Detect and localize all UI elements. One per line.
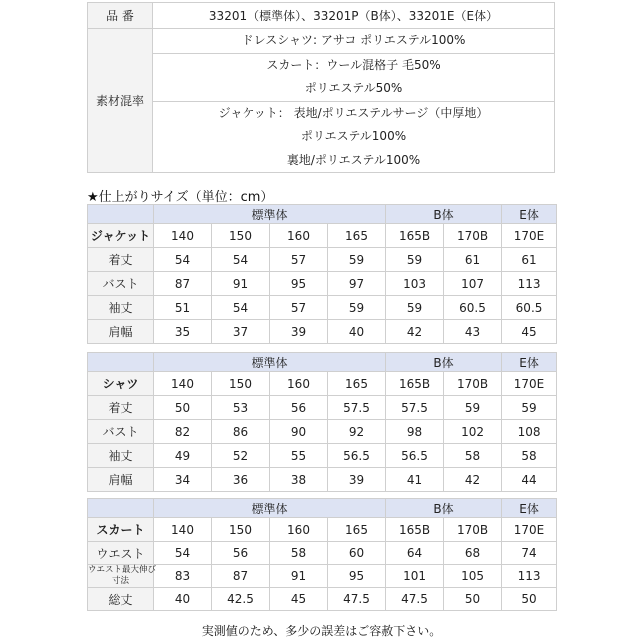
size-header: 140 [154, 518, 212, 542]
cell: 42 [386, 320, 444, 344]
cell: 59 [386, 248, 444, 272]
group-header-e: E体 [502, 499, 557, 518]
cell: 54 [212, 248, 270, 272]
size-header: 165B [386, 372, 444, 396]
table-row [88, 444, 557, 468]
table-row [88, 565, 557, 588]
cell: 45 [270, 588, 328, 611]
cell: 103 [386, 272, 444, 296]
cell: 57.5 [328, 396, 386, 420]
size-header: 170B [444, 372, 502, 396]
cell: 40 [154, 588, 212, 611]
cell: 58 [444, 444, 502, 468]
cell: 54 [212, 296, 270, 320]
cell: 56 [270, 396, 328, 420]
cell: 87 [212, 565, 270, 588]
cell: 42 [444, 468, 502, 492]
shirt-size-table [87, 352, 557, 492]
cell: 37 [212, 320, 270, 344]
cell: 52 [212, 444, 270, 468]
table-row [88, 296, 557, 320]
cell: 56.5 [386, 444, 444, 468]
cell: 50 [502, 588, 557, 611]
part-number-label: 品 番 [88, 3, 153, 29]
cell: 61 [444, 248, 502, 272]
cell: 59 [328, 248, 386, 272]
size-header: 150 [212, 372, 270, 396]
cell: 54 [154, 248, 212, 272]
cell: 105 [444, 565, 502, 588]
skirt-size-table [87, 498, 557, 611]
group-header-b: B体 [386, 499, 502, 518]
table-row [88, 542, 557, 565]
size-header: 160 [270, 518, 328, 542]
row-label: 袖丈 [88, 296, 154, 320]
cell: 59 [502, 396, 557, 420]
group-header-standard: 標準体 [154, 353, 386, 372]
cell: 38 [270, 468, 328, 492]
row-label: 肩幅 [88, 468, 154, 492]
cell: 40 [328, 320, 386, 344]
table-row [88, 320, 557, 344]
cell: 97 [328, 272, 386, 296]
jacket-size-table [87, 204, 557, 344]
cell: 98 [386, 420, 444, 444]
cell: 49 [154, 444, 212, 468]
cell: 59 [386, 296, 444, 320]
size-header: 170E [502, 518, 557, 542]
cell: 108 [502, 420, 557, 444]
cell: 74 [502, 542, 557, 565]
cell: 56 [212, 542, 270, 565]
cell: 59 [328, 296, 386, 320]
cell: 86 [212, 420, 270, 444]
cell: 58 [270, 542, 328, 565]
cell: 60.5 [502, 296, 557, 320]
size-header: 170E [502, 224, 557, 248]
group-header-standard: 標準体 [154, 499, 386, 518]
size-header: 165 [328, 372, 386, 396]
table-row [88, 468, 557, 492]
cell: 35 [154, 320, 212, 344]
group-header-blank [88, 205, 154, 224]
row-label: ウエスト [88, 542, 154, 565]
size-header: 165B [386, 224, 444, 248]
size-header: 170B [444, 224, 502, 248]
part-number-value: 33201（標準体）、33201P（B体）、33201E（E体） [153, 3, 555, 29]
cell: 54 [154, 542, 212, 565]
material-skirt: スカート：ウール混格子 毛50% ポリエステル50% [153, 53, 555, 101]
cell: 34 [154, 468, 212, 492]
row-label: 着丈 [88, 248, 154, 272]
cell: 60.5 [444, 296, 502, 320]
cell: 60 [328, 542, 386, 565]
cell: 113 [502, 565, 557, 588]
size-header: 170E [502, 372, 557, 396]
cell: 56.5 [328, 444, 386, 468]
cell: 83 [154, 565, 212, 588]
group-header-b: B体 [386, 353, 502, 372]
table-row [88, 272, 557, 296]
cell: 90 [270, 420, 328, 444]
cell: 57 [270, 248, 328, 272]
size-header: 170B [444, 518, 502, 542]
group-header-e: E体 [502, 205, 557, 224]
table-row [88, 588, 557, 611]
size-header: 140 [154, 224, 212, 248]
size-header: 165B [386, 518, 444, 542]
table-title: ジャケット [88, 224, 154, 248]
group-header-e: E体 [502, 353, 557, 372]
cell: 68 [444, 542, 502, 565]
material-shirt: ドレスシャツ: アサコ ポリエステル100% [153, 29, 555, 54]
product-info-table [87, 2, 555, 173]
table-row [88, 420, 557, 444]
cell: 43 [444, 320, 502, 344]
size-header: 150 [212, 224, 270, 248]
material-jacket: ジャケット： 表地/ポリエステルサージ（中厚地） ポリエステル100% 裏地/ポリエステル100% [153, 101, 555, 173]
row-label: ウエスト最大伸び 寸法 [88, 565, 157, 586]
cell: 57.5 [386, 396, 444, 420]
group-header-blank [88, 353, 154, 372]
size-header: 140 [154, 372, 212, 396]
size-header: 150 [212, 518, 270, 542]
cell: 95 [270, 272, 328, 296]
size-header: 160 [270, 372, 328, 396]
row-label: 袖丈 [88, 444, 154, 468]
cell: 55 [270, 444, 328, 468]
cell: 53 [212, 396, 270, 420]
size-header: 165 [328, 518, 386, 542]
row-label: 着丈 [88, 396, 154, 420]
cell: 50 [154, 396, 212, 420]
cell: 64 [386, 542, 444, 565]
cell: 91 [270, 565, 328, 588]
cell: 41 [386, 468, 444, 492]
row-label: 総丈 [88, 588, 154, 611]
cell: 50 [444, 588, 502, 611]
cell: 44 [502, 468, 557, 492]
row-label: バスト [88, 272, 154, 296]
table-title: スカート [88, 518, 154, 542]
cell: 91 [212, 272, 270, 296]
group-header-standard: 標準体 [154, 205, 386, 224]
size-header: 160 [270, 224, 328, 248]
cell: 39 [270, 320, 328, 344]
cell: 87 [154, 272, 212, 296]
cell: 82 [154, 420, 212, 444]
cell: 39 [328, 468, 386, 492]
cell: 101 [386, 565, 444, 588]
cell: 57 [270, 296, 328, 320]
cell: 61 [502, 248, 557, 272]
cell: 92 [328, 420, 386, 444]
cell: 51 [154, 296, 212, 320]
cell: 107 [444, 272, 502, 296]
cell: 58 [502, 444, 557, 468]
cell: 42.5 [212, 588, 270, 611]
row-label: 肩幅 [88, 320, 154, 344]
table-row [88, 396, 557, 420]
material-label: 素材混率 [88, 29, 153, 173]
size-header: 165 [328, 224, 386, 248]
cell: 113 [502, 272, 557, 296]
group-header-blank [88, 499, 154, 518]
cell: 47.5 [386, 588, 444, 611]
table-row [88, 248, 557, 272]
cell: 36 [212, 468, 270, 492]
group-header-b: B体 [386, 205, 502, 224]
table-title: シャツ [88, 372, 154, 396]
cell: 59 [444, 396, 502, 420]
cell: 45 [502, 320, 557, 344]
row-label: バスト [88, 420, 154, 444]
footnote: 実測値のため、多少の誤差はご容赦下さい。 [201, 624, 442, 638]
cell: 102 [444, 420, 502, 444]
cell: 95 [328, 565, 386, 588]
cell: 47.5 [328, 588, 386, 611]
size-section-title: ★仕上がりサイズ（単位：cm） [87, 190, 274, 205]
